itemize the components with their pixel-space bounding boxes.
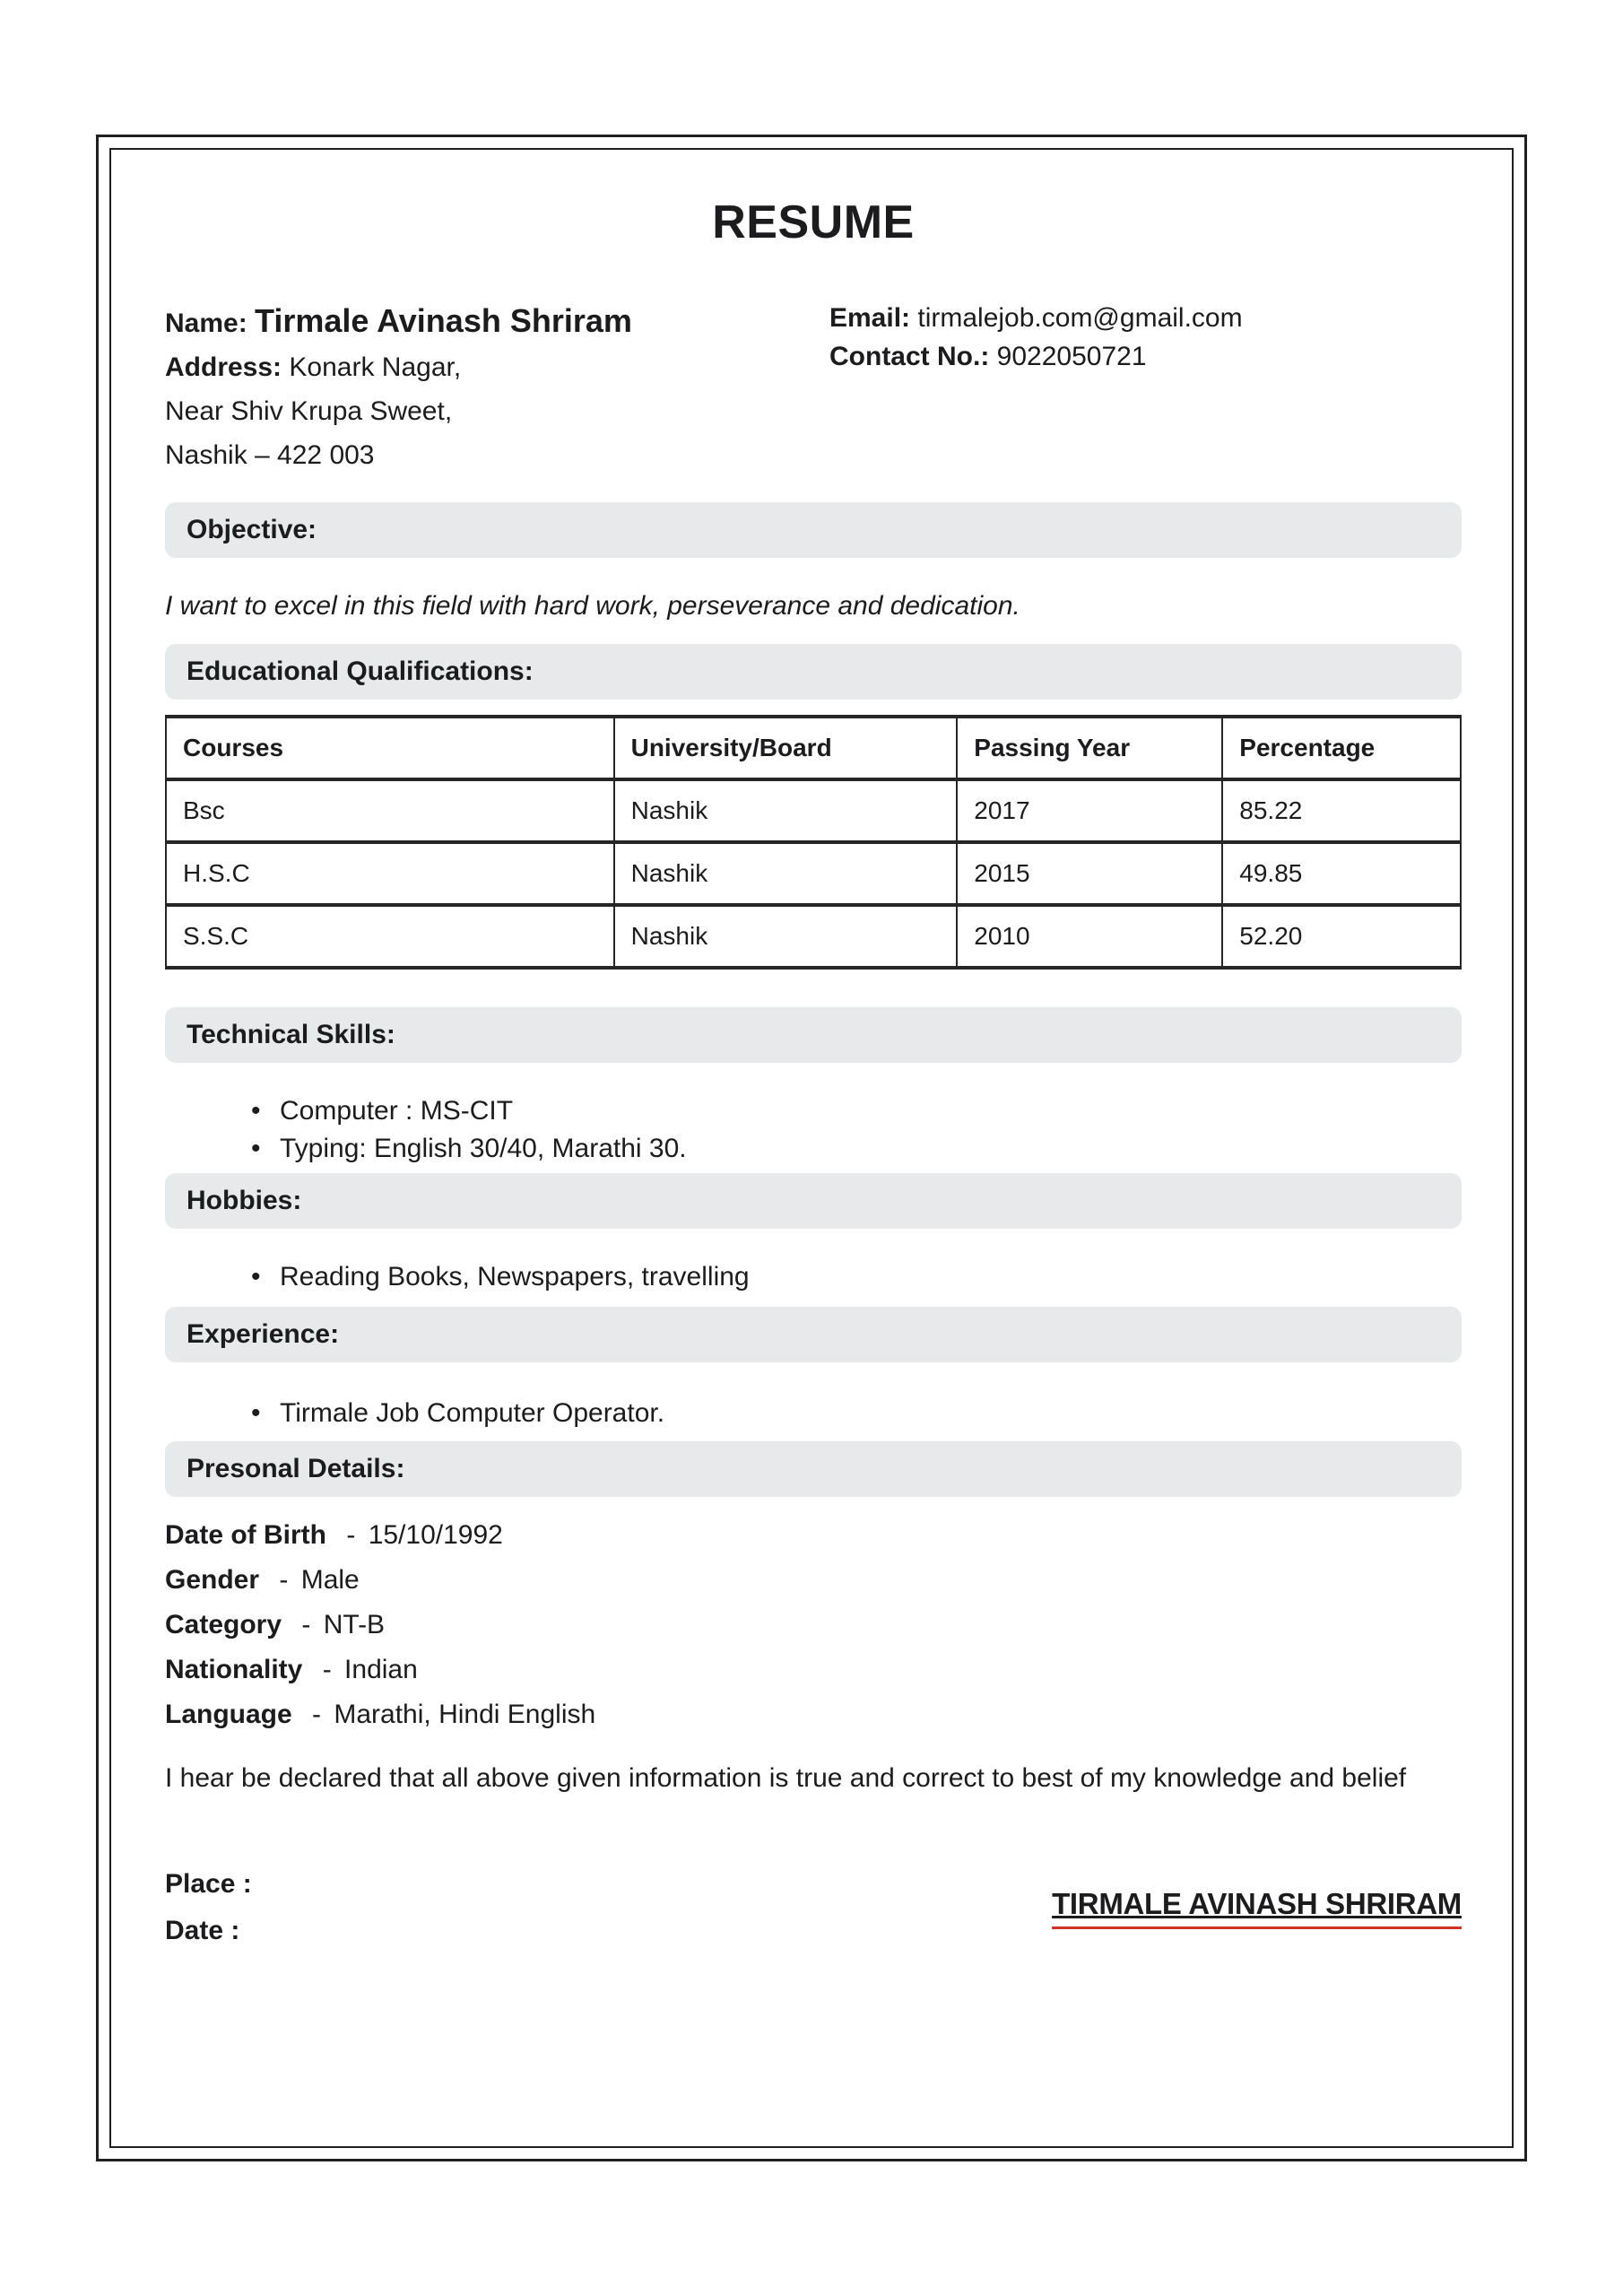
resume-content	[111, 150, 1512, 1954]
personal-details-list	[165, 1513, 1462, 1737]
personal-detail-label: Nationality	[165, 1655, 303, 1684]
education-cell-course: S.S.C	[166, 905, 614, 968]
contact-info	[165, 299, 1462, 477]
name-line	[165, 299, 829, 345]
personal-detail-row	[165, 1513, 1462, 1558]
address-line-3: Nashik – 422 003	[165, 440, 375, 470]
address-label: Address:	[165, 352, 282, 382]
section-heading-hobbies	[165, 1173, 1462, 1229]
education-cell-year: 2015	[957, 842, 1222, 905]
education-table-row	[166, 842, 1461, 905]
personal-detail-value: NT-B	[323, 1610, 386, 1639]
education-table-header-row	[166, 717, 1461, 779]
education-cell-year: 2017	[957, 779, 1222, 842]
education-cell-percentage: 85.22	[1222, 779, 1461, 842]
technical-skill-item: • Typing: English 30/40, Marathi 30.	[251, 1130, 1462, 1168]
technical-skills-heading-text: Technical Skills:	[187, 1020, 395, 1049]
personal-detail-label: Gender	[165, 1565, 260, 1595]
personal-detail-row	[165, 1692, 1462, 1737]
technical-skills-list	[251, 1092, 1462, 1168]
education-cell-percentage: 49.85	[1222, 842, 1461, 905]
personal-detail-separator: -	[312, 1700, 322, 1729]
date-label: Date :	[165, 1916, 240, 1945]
name-label: Name:	[165, 309, 247, 338]
education-heading-text: Educational Qualifications:	[187, 657, 534, 686]
personal-detail-value: 15/10/1992	[368, 1520, 503, 1550]
page-border-inner	[109, 148, 1514, 2148]
footer-left-column	[165, 1861, 252, 1954]
contact-right-column	[829, 299, 1462, 477]
objective-text: I want to excel in this field with hard work, perseverance and dedication.	[165, 591, 1020, 621]
phone-line	[829, 337, 1462, 376]
section-heading-education	[165, 644, 1462, 700]
email-line	[829, 299, 1462, 337]
footer	[165, 1861, 1462, 1954]
education-column-header: University/Board	[614, 717, 958, 779]
education-table-row	[166, 905, 1461, 968]
contact-left-column	[165, 299, 829, 477]
signature-name: TIRMALE AVINASH SHRIRAM	[1052, 1883, 1462, 1929]
personal-detail-row	[165, 1603, 1462, 1648]
personal-detail-label: Language	[165, 1700, 292, 1729]
personal-detail-value: Indian	[344, 1655, 418, 1684]
education-column-header: Percentage	[1222, 717, 1461, 779]
hobbies-heading-text: Hobbies:	[187, 1186, 302, 1215]
email-value: tirmalejob.com@gmail.com	[917, 303, 1243, 333]
personal-detail-label: Category	[165, 1610, 282, 1639]
place-label: Place :	[165, 1869, 252, 1899]
education-cell-university: Nashik	[614, 842, 958, 905]
name-value: Tirmale Avinash Shriram	[255, 302, 632, 339]
page-border-outer	[96, 135, 1527, 2161]
education-cell-university: Nashik	[614, 905, 958, 968]
experience-item: • Tirmale Job Computer Operator.	[251, 1395, 1462, 1432]
experience-list	[251, 1395, 1462, 1432]
objective-heading-text: Objective:	[187, 515, 317, 544]
education-cell-year: 2010	[957, 905, 1222, 968]
education-cell-course: Bsc	[166, 779, 614, 842]
section-heading-experience	[165, 1307, 1462, 1362]
education-cell-university: Nashik	[614, 779, 958, 842]
declaration-text: I hear be declared that all above given information is true and correct to best of my knowledge and belief	[165, 1763, 1407, 1793]
education-column-header: Courses	[166, 717, 614, 779]
page-title: RESUME	[712, 196, 915, 248]
email-label: Email:	[829, 303, 911, 333]
personal-detail-value: Marathi, Hindi English	[334, 1700, 596, 1729]
personal-detail-separator: -	[301, 1610, 311, 1639]
personal-detail-row	[165, 1558, 1462, 1603]
education-cell-percentage: 52.20	[1222, 905, 1461, 968]
personal-detail-value: Male	[300, 1565, 360, 1595]
personal-details-heading-text: Presonal Details:	[187, 1454, 405, 1483]
section-heading-objective	[165, 502, 1462, 558]
personal-detail-separator: -	[322, 1655, 332, 1684]
technical-skill-item: • Computer : MS-CIT	[251, 1092, 1462, 1130]
section-heading-technical-skills	[165, 1007, 1462, 1063]
address-line-2: Near Shiv Krupa Sweet,	[165, 396, 453, 426]
experience-heading-text: Experience:	[187, 1319, 340, 1349]
address-value-1: Konark Nagar,	[289, 352, 462, 382]
phone-value: 9022050721	[996, 342, 1147, 371]
phone-label: Contact No.:	[829, 342, 990, 371]
section-heading-personal-details	[165, 1441, 1462, 1497]
hobby-item: • Reading Books, Newspapers, travelling	[251, 1258, 1462, 1296]
hobbies-list	[251, 1258, 1462, 1296]
personal-detail-row	[165, 1648, 1462, 1692]
address-line-1	[165, 345, 829, 389]
education-table	[165, 715, 1462, 970]
education-cell-course: H.S.C	[166, 842, 614, 905]
personal-detail-label: Date of Birth	[165, 1520, 326, 1550]
personal-detail-separator: -	[279, 1565, 289, 1595]
education-column-header: Passing Year	[957, 717, 1222, 779]
personal-detail-separator: -	[346, 1520, 356, 1550]
education-table-row	[166, 779, 1461, 842]
